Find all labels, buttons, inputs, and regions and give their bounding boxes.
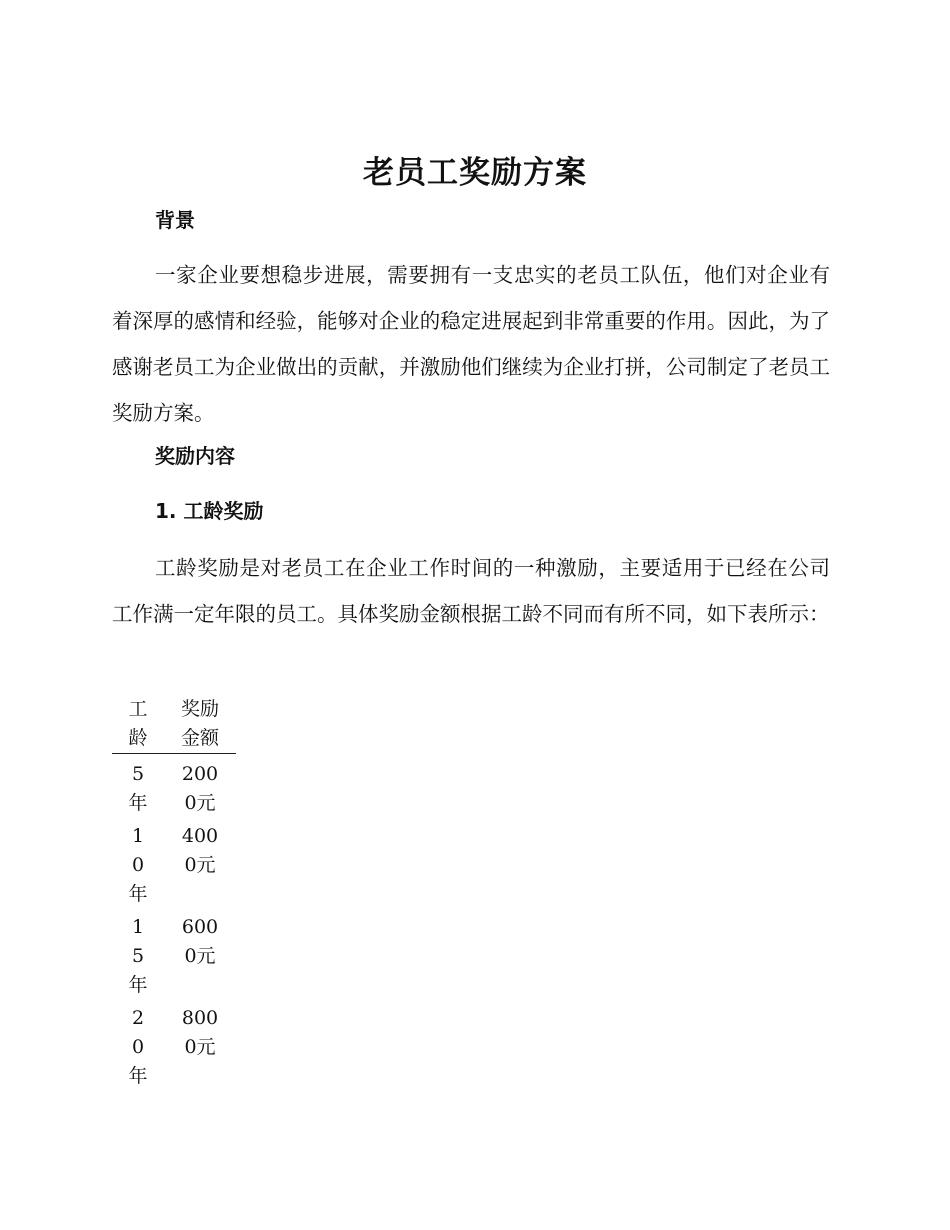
table-row	[112, 822, 236, 913]
table-header-years: 工龄	[112, 695, 164, 754]
table-cell-amount: 8000元	[181, 1007, 219, 1058]
table-cell-years: 20年	[128, 1007, 148, 1087]
page-title: 老员工奖励方案	[363, 155, 587, 191]
table-row	[112, 913, 236, 1004]
table-cell-amount: 6000元	[181, 916, 219, 967]
seniority-reward-table	[112, 695, 236, 1095]
seniority-paragraph: 工龄奖励是对老员工在企业工作时间的一种激励，主要适用于已经在公司工作满一定年限的员工。具体奖励金额根据工龄不同而有所不同，如下表所示：	[112, 556, 830, 626]
section-heading-reward-content: 奖励内容	[155, 444, 235, 468]
table-cell-years: 5年	[128, 763, 148, 814]
table-cell-amount: 4000元	[181, 825, 219, 876]
table-header-amount: 奖励金额	[164, 695, 236, 754]
table-cell-years: 15年	[128, 916, 148, 996]
table-row	[112, 1004, 236, 1095]
background-paragraph: 一家企业要想稳步进展，需要拥有一支忠实的老员工队伍，他们对企业有着深厚的感情和经验，能够对企业的稳定进展起到非常重要的作用。因此，为了感谢老员工为企业做出的贡献，并激励他们继续为企业打拼，公司制定了老员工奖励方案。	[112, 263, 830, 425]
table-header-row	[112, 695, 236, 754]
table-cell-amount: 2000元	[181, 763, 219, 814]
table-row	[112, 754, 236, 823]
section-heading-seniority: 1. 工龄奖励	[155, 499, 264, 523]
section-heading-background: 背景	[155, 208, 195, 232]
table-cell-years: 10年	[128, 825, 148, 905]
